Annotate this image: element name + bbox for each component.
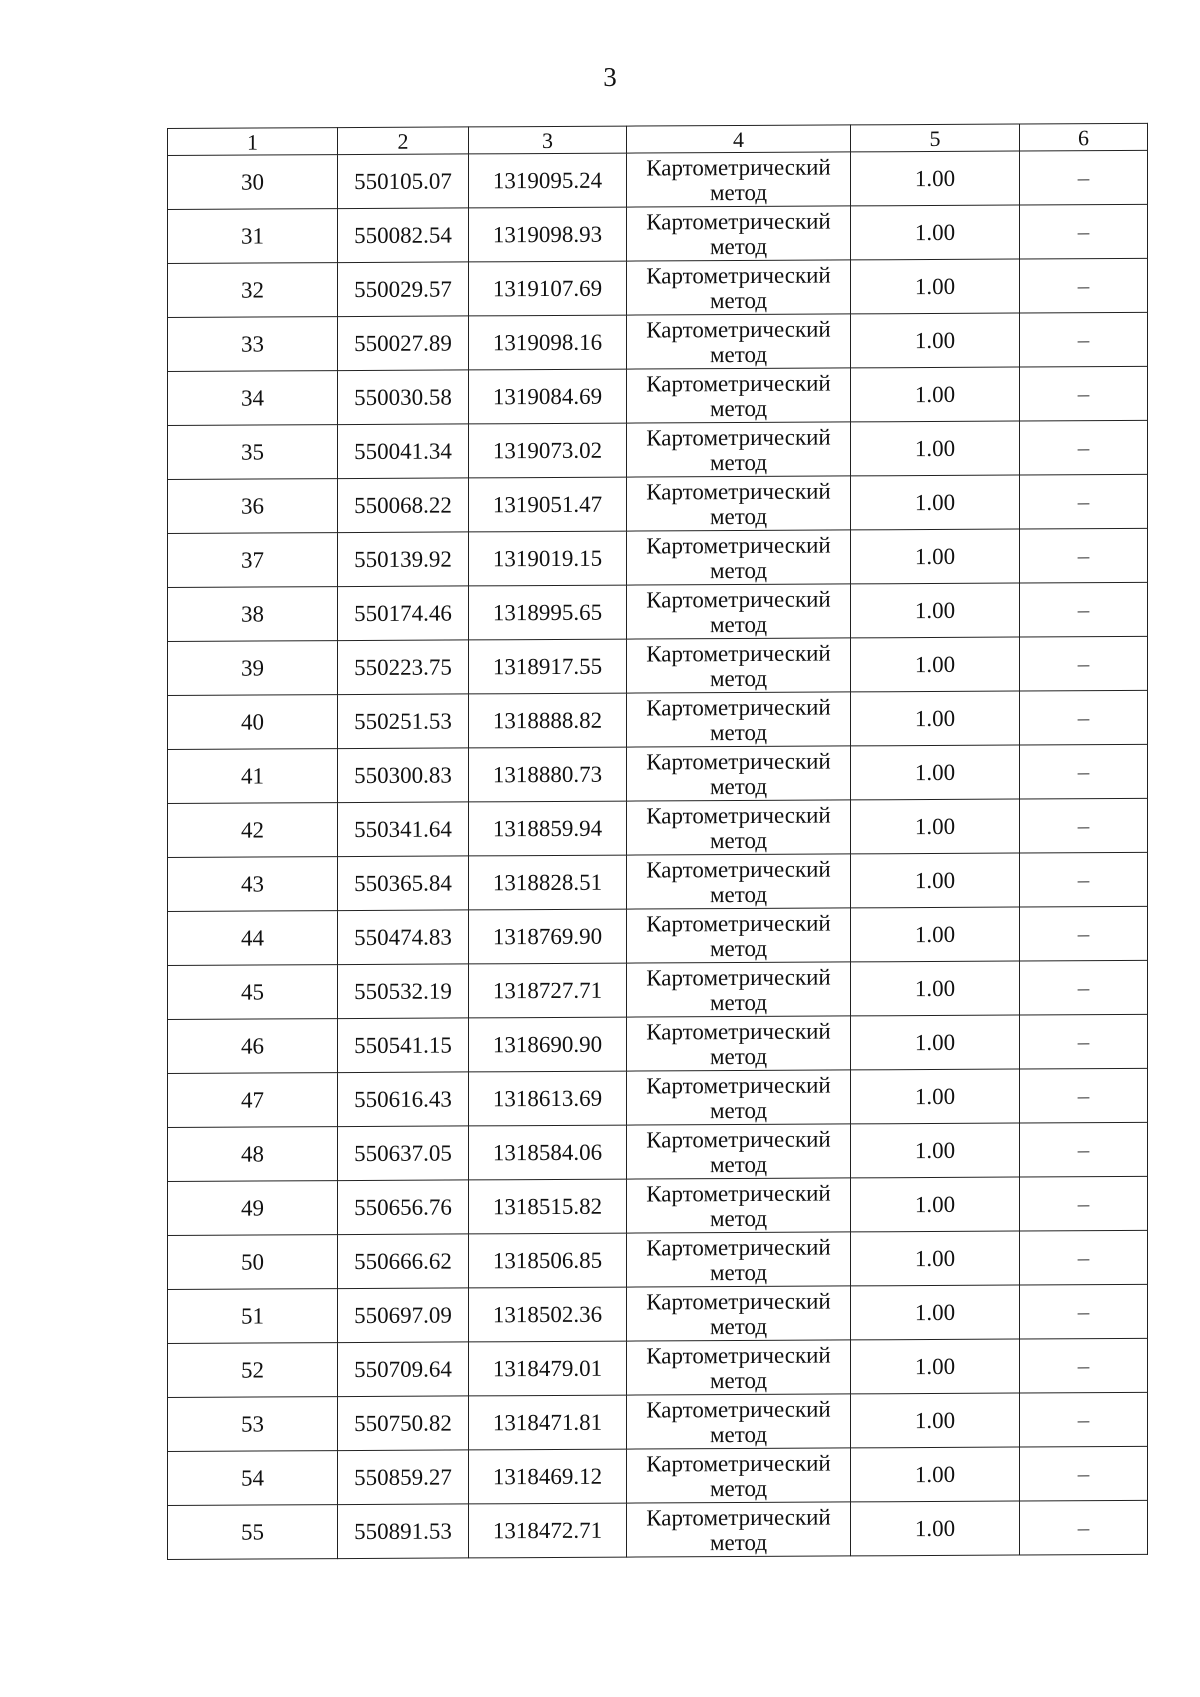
x-coordinate-cell: 550365.84 — [338, 856, 469, 911]
method-line-2: метод — [709, 179, 768, 205]
table-row — [168, 150, 1148, 209]
method-cell — [627, 530, 851, 585]
method-cell — [627, 1124, 851, 1179]
x-coordinate-cell: 550541.15 — [338, 1018, 469, 1073]
y-coordinate-cell: 1318690.90 — [469, 1017, 627, 1072]
method-line-2: метод — [709, 1043, 768, 1069]
method-line-1: Картометрический — [646, 910, 831, 936]
method-line-2: метод — [709, 233, 768, 259]
x-coordinate-cell: 550041.34 — [338, 424, 469, 479]
point-number-cell: 52 — [168, 1343, 338, 1398]
table-row — [168, 744, 1148, 803]
y-coordinate-cell: 1319051.47 — [469, 477, 627, 532]
x-coordinate-cell: 550030.58 — [338, 370, 469, 425]
table-row — [168, 204, 1148, 263]
point-number-cell: 41 — [168, 749, 338, 804]
method-line-2: метод — [709, 557, 768, 583]
method-line-1: Картометрический — [646, 154, 831, 180]
note-cell: – — [1020, 204, 1148, 259]
note-cell: – — [1020, 150, 1148, 205]
table-row — [168, 1500, 1148, 1559]
note-cell: – — [1020, 906, 1148, 961]
note-cell: – — [1020, 798, 1148, 853]
method-line-1: Картометрический — [646, 1504, 831, 1530]
method-cell — [627, 314, 851, 369]
table-row — [168, 1230, 1148, 1289]
point-number-cell: 36 — [168, 479, 338, 534]
x-coordinate-cell: 550616.43 — [338, 1072, 469, 1127]
accuracy-cell: 1.00 — [851, 421, 1020, 476]
method-line-2: метод — [709, 449, 768, 475]
method-line-2: метод — [709, 881, 768, 907]
table-row — [168, 420, 1148, 479]
point-number-cell: 30 — [168, 155, 338, 210]
method-cell — [627, 368, 851, 423]
x-coordinate-cell: 550223.75 — [338, 640, 469, 695]
method-line-2: метод — [709, 395, 768, 421]
method-line-1: Картометрический — [646, 586, 831, 612]
method-line-2: метод — [709, 1421, 768, 1447]
method-cell — [627, 962, 851, 1017]
note-cell: – — [1020, 1230, 1148, 1285]
method-cell — [627, 476, 851, 531]
x-coordinate-cell: 550300.83 — [338, 748, 469, 803]
accuracy-cell: 1.00 — [851, 1015, 1020, 1070]
method-line-1: Картометрический — [646, 424, 831, 450]
method-line-1: Картометрический — [646, 316, 831, 342]
y-coordinate-cell: 1319107.69 — [469, 261, 627, 316]
accuracy-cell: 1.00 — [851, 1069, 1020, 1124]
table-row — [168, 1338, 1148, 1397]
table-row — [168, 258, 1148, 317]
note-cell: – — [1020, 690, 1148, 745]
x-coordinate-cell: 550532.19 — [338, 964, 469, 1019]
accuracy-cell: 1.00 — [851, 529, 1020, 584]
method-line-2: метод — [709, 1097, 768, 1123]
point-number-cell: 37 — [168, 533, 338, 588]
method-line-1: Картометрический — [646, 1288, 831, 1314]
note-cell: – — [1020, 744, 1148, 799]
method-line-1: Картометрический — [646, 478, 831, 504]
accuracy-cell: 1.00 — [851, 151, 1020, 206]
y-coordinate-cell: 1319084.69 — [469, 369, 627, 424]
method-line-1: Картометрический — [646, 1126, 831, 1152]
method-line-1: Картометрический — [646, 370, 831, 396]
note-cell: – — [1020, 1446, 1148, 1501]
accuracy-cell: 1.00 — [851, 1285, 1020, 1340]
method-cell — [627, 1448, 851, 1503]
note-cell: – — [1020, 1338, 1148, 1393]
point-number-cell: 38 — [168, 587, 338, 642]
y-coordinate-cell: 1318515.82 — [469, 1179, 627, 1234]
table-row — [168, 1122, 1148, 1181]
table-row — [168, 474, 1148, 533]
method-line-2: метод — [709, 665, 768, 691]
method-line-2: метод — [709, 827, 768, 853]
method-cell — [627, 800, 851, 855]
y-coordinate-cell: 1318769.90 — [469, 909, 627, 964]
point-number-cell: 51 — [168, 1289, 338, 1344]
method-line-1: Картометрический — [646, 1234, 831, 1260]
method-line-2: метод — [709, 287, 768, 313]
method-line-1: Картометрический — [646, 748, 831, 774]
accuracy-cell: 1.00 — [851, 1339, 1020, 1394]
accuracy-cell: 1.00 — [851, 475, 1020, 530]
table-row — [168, 906, 1148, 965]
method-cell — [627, 1286, 851, 1341]
accuracy-cell: 1.00 — [851, 907, 1020, 962]
y-coordinate-cell: 1319098.93 — [469, 207, 627, 262]
method-cell — [627, 152, 851, 207]
accuracy-cell: 1.00 — [851, 313, 1020, 368]
x-coordinate-cell: 550027.89 — [338, 316, 469, 371]
point-number-cell: 39 — [168, 641, 338, 696]
x-coordinate-cell: 550474.83 — [338, 910, 469, 965]
table-row — [168, 1014, 1148, 1073]
point-number-cell: 54 — [168, 1451, 338, 1506]
method-cell — [627, 692, 851, 747]
point-number-cell: 44 — [168, 911, 338, 966]
method-line-2: метод — [709, 1475, 768, 1501]
note-cell: – — [1020, 474, 1148, 529]
point-number-cell: 53 — [168, 1397, 338, 1452]
point-number-cell: 55 — [168, 1505, 338, 1560]
x-coordinate-cell: 550656.76 — [338, 1180, 469, 1235]
note-cell: – — [1020, 1068, 1148, 1123]
note-cell: – — [1020, 852, 1148, 907]
table-row — [168, 528, 1148, 587]
method-line-1: Картометрический — [646, 694, 831, 720]
method-cell — [627, 1394, 851, 1449]
table-row — [168, 852, 1148, 911]
x-coordinate-cell: 550697.09 — [338, 1288, 469, 1343]
method-line-1: Картометрический — [646, 208, 831, 234]
y-coordinate-cell: 1318471.81 — [469, 1395, 627, 1450]
note-cell: – — [1020, 258, 1148, 313]
y-coordinate-cell: 1318995.65 — [469, 585, 627, 640]
method-line-1: Картометрический — [646, 640, 831, 666]
method-line-2: метод — [709, 719, 768, 745]
note-cell: – — [1020, 420, 1148, 475]
column-header: 6 — [1020, 123, 1148, 151]
y-coordinate-cell: 1318880.73 — [469, 747, 627, 802]
y-coordinate-cell: 1318727.71 — [469, 963, 627, 1018]
note-cell: – — [1020, 1122, 1148, 1177]
method-cell — [627, 584, 851, 639]
y-coordinate-cell: 1319095.24 — [469, 153, 627, 208]
table-row — [168, 1446, 1148, 1505]
method-line-1: Картометрический — [646, 1342, 831, 1368]
method-line-1: Картометрический — [646, 1450, 831, 1476]
method-line-2: метод — [709, 1367, 768, 1393]
method-cell — [627, 260, 851, 315]
y-coordinate-cell: 1318917.55 — [469, 639, 627, 694]
x-coordinate-cell: 550637.05 — [338, 1126, 469, 1181]
x-coordinate-cell: 550750.82 — [338, 1396, 469, 1451]
accuracy-cell: 1.00 — [851, 1123, 1020, 1178]
accuracy-cell: 1.00 — [851, 205, 1020, 260]
method-line-2: метод — [709, 1313, 768, 1339]
method-line-2: метод — [709, 935, 768, 961]
point-number-cell: 32 — [168, 263, 338, 318]
point-number-cell: 49 — [168, 1181, 338, 1236]
column-header: 1 — [168, 128, 338, 156]
table-row — [168, 1176, 1148, 1235]
accuracy-cell: 1.00 — [851, 367, 1020, 422]
method-cell — [627, 1070, 851, 1125]
y-coordinate-cell: 1318506.85 — [469, 1233, 627, 1288]
method-cell — [627, 206, 851, 261]
note-cell: – — [1020, 1284, 1148, 1339]
note-cell: – — [1020, 528, 1148, 583]
table-row — [168, 366, 1148, 425]
point-number-cell: 46 — [168, 1019, 338, 1074]
accuracy-cell: 1.00 — [851, 853, 1020, 908]
column-header: 2 — [338, 127, 469, 155]
column-header: 4 — [627, 125, 851, 153]
accuracy-cell: 1.00 — [851, 259, 1020, 314]
y-coordinate-cell: 1318888.82 — [469, 693, 627, 748]
table-row — [168, 1068, 1148, 1127]
accuracy-cell: 1.00 — [851, 745, 1020, 800]
y-coordinate-cell: 1318828.51 — [469, 855, 627, 910]
y-coordinate-cell: 1318479.01 — [469, 1341, 627, 1396]
note-cell: – — [1020, 1392, 1148, 1447]
table-row — [168, 798, 1148, 857]
x-coordinate-cell: 550029.57 — [338, 262, 469, 317]
point-number-cell: 42 — [168, 803, 338, 858]
y-coordinate-cell: 1318613.69 — [469, 1071, 627, 1126]
y-coordinate-cell: 1318472.71 — [469, 1503, 627, 1558]
point-number-cell: 50 — [168, 1235, 338, 1290]
note-cell: – — [1020, 312, 1148, 367]
method-line-1: Картометрический — [646, 856, 831, 882]
x-coordinate-cell: 550859.27 — [338, 1450, 469, 1505]
x-coordinate-cell: 550341.64 — [338, 802, 469, 857]
x-coordinate-cell: 550251.53 — [338, 694, 469, 749]
coordinates-table — [167, 123, 1148, 1560]
note-cell: – — [1020, 960, 1148, 1015]
method-cell — [627, 638, 851, 693]
method-line-1: Картометрический — [646, 802, 831, 828]
note-cell: – — [1020, 366, 1148, 421]
accuracy-cell: 1.00 — [851, 1177, 1020, 1232]
column-header: 3 — [469, 126, 627, 154]
note-cell: – — [1020, 582, 1148, 637]
method-line-2: метод — [709, 341, 768, 367]
x-coordinate-cell: 550709.64 — [338, 1342, 469, 1397]
column-header: 5 — [851, 124, 1020, 152]
y-coordinate-cell: 1319098.16 — [469, 315, 627, 370]
accuracy-cell: 1.00 — [851, 1231, 1020, 1286]
method-cell — [627, 1232, 851, 1287]
method-line-2: метод — [709, 503, 768, 529]
y-coordinate-cell: 1318584.06 — [469, 1125, 627, 1180]
table-row — [168, 1284, 1148, 1343]
note-cell: – — [1020, 1176, 1148, 1231]
method-line-1: Картометрический — [646, 262, 831, 288]
method-cell — [627, 1502, 851, 1557]
accuracy-cell: 1.00 — [851, 1393, 1020, 1448]
method-line-2: метод — [709, 1529, 768, 1555]
x-coordinate-cell: 550068.22 — [338, 478, 469, 533]
x-coordinate-cell: 550174.46 — [338, 586, 469, 641]
accuracy-cell: 1.00 — [851, 961, 1020, 1016]
point-number-cell: 47 — [168, 1073, 338, 1128]
method-cell — [627, 1178, 851, 1233]
point-number-cell: 40 — [168, 695, 338, 750]
y-coordinate-cell: 1318502.36 — [469, 1287, 627, 1342]
method-line-1: Картометрический — [646, 1180, 831, 1206]
note-cell: – — [1020, 1014, 1148, 1069]
note-cell: – — [1020, 636, 1148, 691]
method-line-2: метод — [709, 1151, 768, 1177]
accuracy-cell: 1.00 — [851, 799, 1020, 854]
y-coordinate-cell: 1319019.15 — [469, 531, 627, 586]
point-number-cell: 31 — [168, 209, 338, 264]
accuracy-cell: 1.00 — [851, 1447, 1020, 1502]
method-cell — [627, 908, 851, 963]
method-cell — [627, 1340, 851, 1395]
table-row — [168, 960, 1148, 1019]
method-line-1: Картометрический — [646, 964, 831, 990]
table-row — [168, 312, 1148, 371]
method-line-2: метод — [709, 773, 768, 799]
accuracy-cell: 1.00 — [851, 637, 1020, 692]
y-coordinate-cell: 1318469.12 — [469, 1449, 627, 1504]
method-line-1: Картометрический — [646, 1018, 831, 1044]
point-number-cell: 33 — [168, 317, 338, 372]
point-number-cell: 43 — [168, 857, 338, 912]
method-line-1: Картометрический — [646, 1396, 831, 1422]
method-line-2: метод — [709, 989, 768, 1015]
page-number: 3 — [603, 62, 617, 92]
method-cell — [627, 1016, 851, 1071]
point-number-cell: 34 — [168, 371, 338, 426]
table-row — [168, 582, 1148, 641]
y-coordinate-cell: 1318859.94 — [469, 801, 627, 856]
method-line-2: метод — [709, 1259, 768, 1285]
method-line-1: Картометрический — [646, 532, 831, 558]
x-coordinate-cell: 550105.07 — [338, 154, 469, 209]
accuracy-cell: 1.00 — [851, 1501, 1020, 1556]
table-body — [168, 150, 1148, 1559]
method-line-2: метод — [709, 1205, 768, 1231]
x-coordinate-cell: 550891.53 — [338, 1504, 469, 1559]
method-cell — [627, 422, 851, 477]
accuracy-cell: 1.00 — [851, 583, 1020, 638]
method-line-2: метод — [709, 611, 768, 637]
table-row — [168, 690, 1148, 749]
table-row — [168, 636, 1148, 695]
table-row — [168, 1392, 1148, 1451]
x-coordinate-cell: 550082.54 — [338, 208, 469, 263]
y-coordinate-cell: 1319073.02 — [469, 423, 627, 478]
point-number-cell: 45 — [168, 965, 338, 1020]
point-number-cell: 48 — [168, 1127, 338, 1182]
method-cell — [627, 854, 851, 909]
x-coordinate-cell: 550666.62 — [338, 1234, 469, 1289]
accuracy-cell: 1.00 — [851, 691, 1020, 746]
method-line-1: Картометрический — [646, 1072, 831, 1098]
x-coordinate-cell: 550139.92 — [338, 532, 469, 587]
point-number-cell: 35 — [168, 425, 338, 480]
note-cell: – — [1020, 1500, 1148, 1555]
method-cell — [627, 746, 851, 801]
